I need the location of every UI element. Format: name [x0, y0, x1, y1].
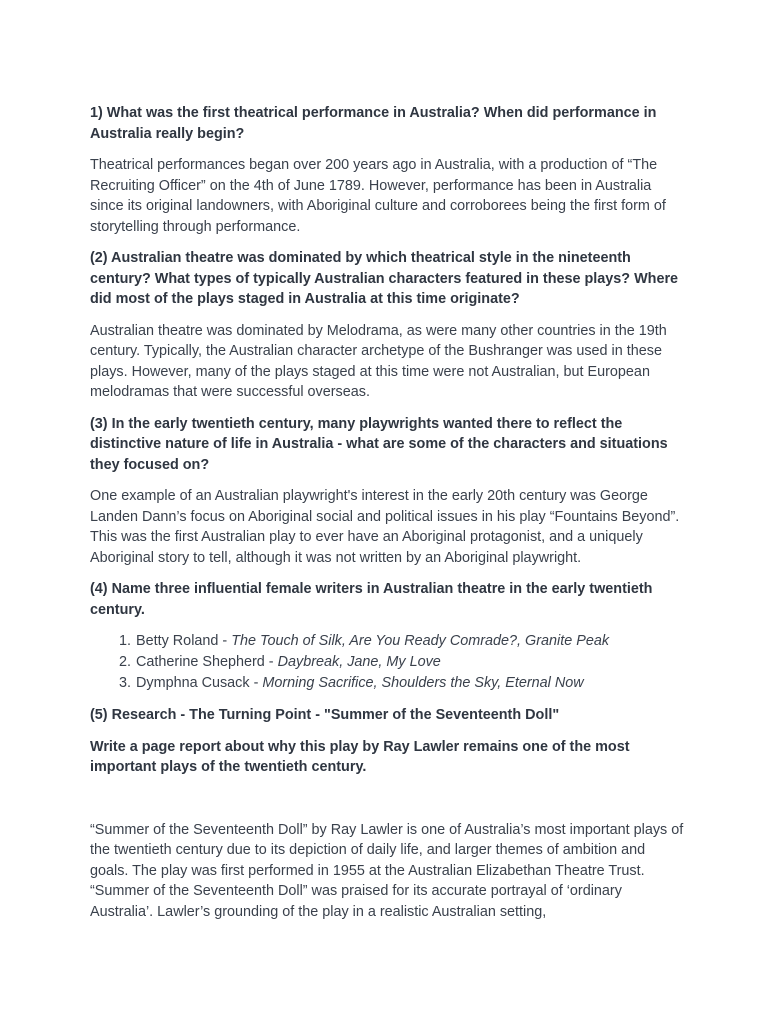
writer-works: Daybreak, Jane, My Love — [277, 653, 441, 670]
list-item — [135, 652, 684, 673]
question-1: 1) What was the first theatrical performance in Australia? When did performance in Australia really begin? — [90, 105, 657, 142]
report-paragraph: “Summer of the Seventeenth Doll” by Ray Lawler is one of Australia’s most important plays of the twentieth century due to its depiction of daily life, and larger themes of ambition and goals. The play was first performed in 1955 at the Australian Elizabethan Theatre Trust. “Summer of the Seventeenth Doll” was praised for its accurate portrayal of ‘ordinary Australia’. Lawler’s grounding of the play in a realistic Australian setting, — [90, 821, 684, 920]
question-5-heading: (5) Research - The Turning Point - "Summer of the Seventeenth Doll" — [90, 707, 560, 724]
question-3: (3) In the early twentieth century, many playwrights wanted there to reflect the distinctive nature of life in Australia - what are some of the characters and situations they focused on? — [90, 415, 668, 473]
question-4: (4) Name three influential female writers in Australian theatre in the early twentieth century. — [90, 581, 653, 618]
answer-1: Theatrical performances began over 200 years ago in Australia, with a production of “The Recruiting Officer” on the 4th of June 1789. However, performance has been in Australia since its original landowners, with Aboriginal culture and corroborees being the first form of storytelling through performance. — [90, 157, 666, 235]
writer-name: Dymphna Cusack - — [136, 674, 263, 691]
answer-3: One example of an Australian playwright's interest in the early 20th century was George Landen Dann’s focus on Aboriginal social and political issues in his play “Fountains Beyond”. This was the first Australian play to ever have an Aboriginal protagonist, and a uniquely Aboriginal story to tell, although it was not written by an Aboriginal playwright. — [90, 488, 680, 566]
list-item — [135, 631, 684, 652]
list-item — [135, 673, 684, 694]
question-2: (2) Australian theatre was dominated by which theatrical style in the nineteenth century? What types of typically Australian characters featured in these plays? Where did most of the plays staged in Australia at this time originate? — [90, 250, 679, 307]
female-writers-list — [90, 631, 684, 693]
writer-name: Catherine Shepherd - — [136, 653, 278, 670]
writer-works: Morning Sacrifice, Shoulders the Sky, Eternal Now — [262, 674, 584, 691]
writer-works: The Touch of Silk, Are You Ready Comrade?, Granite Peak — [231, 633, 610, 649]
document-page — [90, 103, 684, 922]
question-5-prompt: Write a page report about why this play by Ray Lawler remains one of the most important plays of the twentieth century. — [90, 738, 630, 776]
answer-2: Australian theatre was dominated by Melodrama, as were many other countries in the 19th century. Typically, the Australian character archetype of the Bushranger was used in these plays. However, many of the plays staged at this time were not Australian, but European melodramas that were successful overseas. — [90, 322, 667, 400]
writer-name: Betty Roland - — [136, 633, 232, 649]
